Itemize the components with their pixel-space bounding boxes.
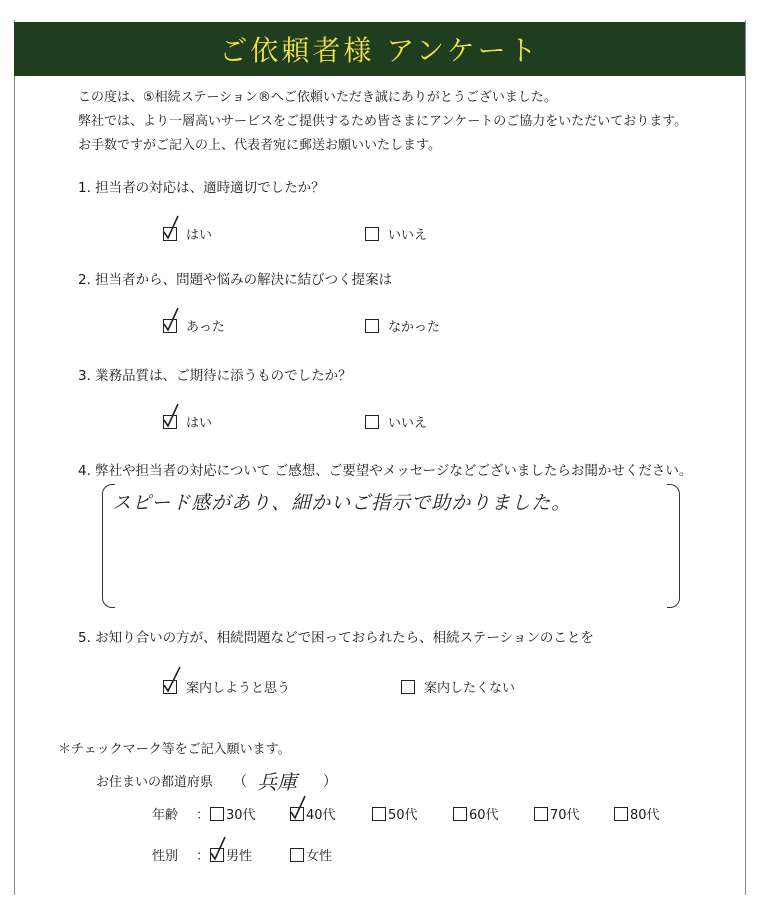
intro-line: この度は、⑤相続ステーション®へご依頼いただき誠にありがとうございました。 <box>78 90 557 105</box>
gender-label: 性別 <box>152 849 179 864</box>
checkbox[interactable] <box>614 807 628 821</box>
age-option-50s[interactable] <box>372 804 418 823</box>
prefecture-field[interactable] <box>96 766 337 795</box>
gender-colon: ： <box>196 849 210 864</box>
checkbox[interactable] <box>290 848 304 862</box>
option-label: はい <box>186 228 213 243</box>
question-4-label: 4. 弊社や担当者の対応について ご感想、ご要望やメッセージなどございましたらお聞かせください。 <box>78 463 693 479</box>
option-label: あった <box>186 320 225 335</box>
option-label: はい <box>186 416 213 431</box>
age-option-60s[interactable] <box>453 804 499 823</box>
checkbox-checked[interactable] <box>163 680 177 694</box>
age-label-row <box>152 804 209 823</box>
q1-option-no[interactable] <box>365 224 427 243</box>
intro-text <box>78 86 687 158</box>
option-label: 案内しようと思う <box>186 681 291 696</box>
option-label: 30代 <box>226 808 256 823</box>
age-option-40s[interactable] <box>290 804 336 823</box>
option-label: 女性 <box>306 849 333 864</box>
age-option-70s[interactable] <box>534 804 580 823</box>
checkbox[interactable] <box>453 807 467 821</box>
q5-option-no[interactable] <box>401 677 515 696</box>
question-5-label: 5. お知り合いの方が、相続問題などで困っておられたら、相続ステーションのことを <box>78 630 594 646</box>
option-label: いいえ <box>388 228 428 243</box>
q1-option-yes[interactable] <box>163 224 212 243</box>
prefecture-value: 兵庫 <box>257 770 298 794</box>
option-label: 案内したくない <box>424 681 516 696</box>
gender-label-row <box>152 845 209 864</box>
question-1-label: 1. 担当者の対応は、適時適切でしたか？ <box>78 180 325 196</box>
question-2-label: 2. 担当者から、問題や悩みの解決に結びつく提案は <box>78 272 393 288</box>
checkbox-checked[interactable] <box>290 807 304 821</box>
checkbox[interactable] <box>372 807 386 821</box>
age-label: 年齢 <box>152 808 179 823</box>
option-label: いいえ <box>388 416 428 431</box>
checkbox[interactable] <box>401 680 415 694</box>
checkbox-checked[interactable] <box>163 319 177 333</box>
q2-option-no[interactable] <box>365 316 440 335</box>
gender-option-female[interactable] <box>290 845 332 864</box>
option-label: 70代 <box>550 808 580 823</box>
checkbox[interactable] <box>534 807 548 821</box>
option-label: 60代 <box>469 808 499 823</box>
age-option-80s[interactable] <box>614 804 660 823</box>
checkbox[interactable] <box>365 227 379 241</box>
prefecture-label: お住まいの都道府県 <box>96 775 214 790</box>
question-3-label: 3. 業務品質は、ご期待に添うものでしたか？ <box>78 368 352 384</box>
q5-option-yes[interactable] <box>163 677 290 696</box>
option-label: 50代 <box>388 808 418 823</box>
title-bar <box>14 22 745 76</box>
note-text: ＊チェックマーク等をご記入願います。 <box>58 742 291 757</box>
q3-option-no[interactable] <box>365 412 427 431</box>
page-title: ご依頼者様 アンケート <box>219 34 540 67</box>
option-label: 男性 <box>226 849 253 864</box>
option-label: 80代 <box>630 808 660 823</box>
checkbox[interactable] <box>365 415 379 429</box>
option-label: なかった <box>388 320 441 335</box>
gender-option-male[interactable] <box>210 845 252 864</box>
age-colon: ： <box>196 808 210 823</box>
close-paren: ） <box>323 773 338 790</box>
checkbox-checked[interactable] <box>163 227 177 241</box>
checkbox-checked[interactable] <box>163 415 177 429</box>
intro-line: 弊社では、より一層高いサービスをご提供するため皆さまにアンケートのご協力をいただいております。 <box>78 114 688 129</box>
checkbox-checked[interactable] <box>210 848 224 862</box>
age-option-30s[interactable] <box>210 804 256 823</box>
q3-option-yes[interactable] <box>163 412 212 431</box>
right-bracket <box>667 484 680 608</box>
intro-line: お手数ですがご記入の上、代表者宛に郵送お願いいたします。 <box>78 138 441 153</box>
open-paren: （ <box>233 773 248 790</box>
comment-text: スピード感があり、細かいご指示で助かりました。 <box>112 492 572 514</box>
q2-option-yes[interactable] <box>163 316 225 335</box>
checkbox[interactable] <box>365 319 379 333</box>
checkbox[interactable] <box>210 807 224 821</box>
option-label: 40代 <box>306 808 336 823</box>
